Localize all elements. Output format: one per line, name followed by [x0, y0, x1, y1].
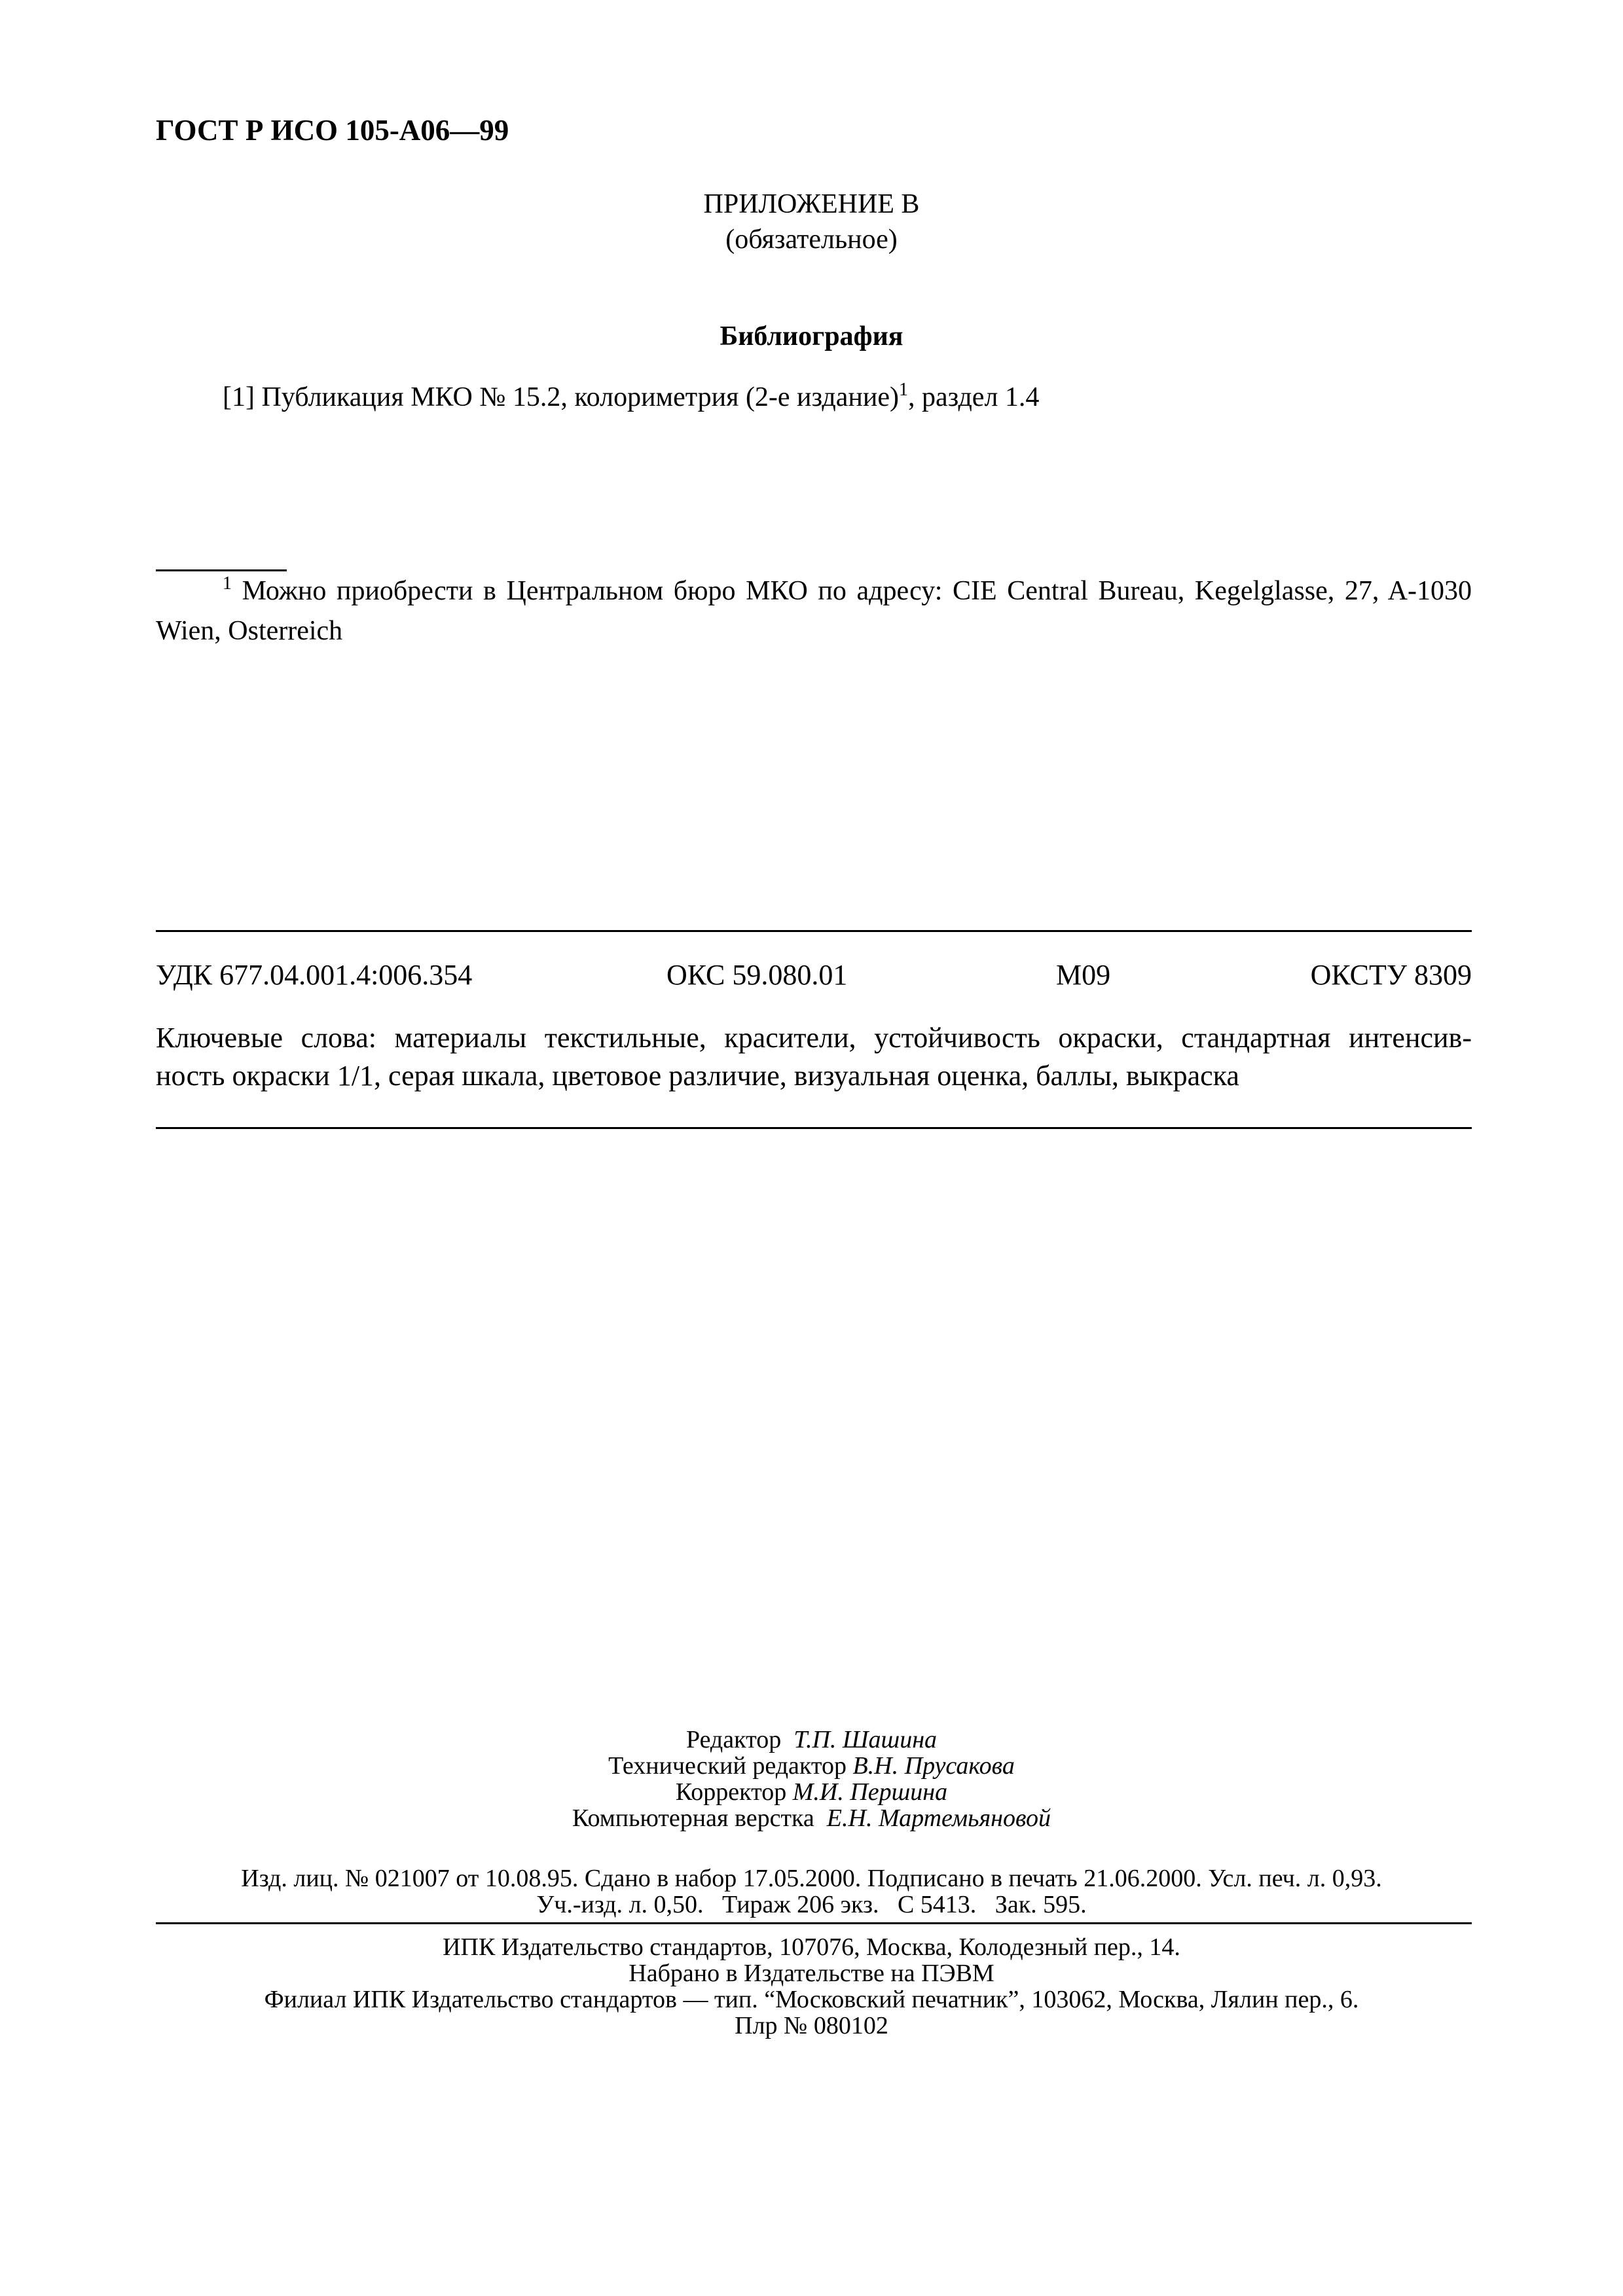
- staff-role: Компьютерная верстка: [572, 1804, 814, 1832]
- bibliography-item: [223, 380, 1039, 418]
- standard-code: ГОСТ Р ИСО 105-А06—99: [156, 114, 509, 147]
- staff-role: Технический редактор: [608, 1752, 847, 1780]
- staff-role: Редактор: [685, 1726, 782, 1753]
- bibliography-heading: Библиография: [720, 321, 903, 351]
- keywords: [156, 1019, 1472, 1095]
- footnote-text: Можно приобрести в Центральном бюро МКО по адресу: CIE Central Bureau, Kegelglasse, 27, A-1030: [242, 576, 1472, 606]
- udk-code: УДК 677.04.001.4:006.354: [156, 959, 473, 991]
- staff-editor: [0, 1727, 1623, 1753]
- footnote-line-1: [156, 573, 1472, 613]
- publisher-line-3: Филиал ИПК Издательство стандартов — тип. “Московский печатник”, 103062, Москва, Лялин пер., 6.: [264, 1986, 1359, 2013]
- footnote-separator: [156, 569, 287, 571]
- footnote-marker: 1: [223, 573, 232, 594]
- publisher-line-2: Набрано в Издательстве на ПЭВМ: [629, 1960, 994, 1987]
- footnote-reference: 1: [898, 380, 908, 400]
- annex-title: ПРИЛОЖЕНИЕ В: [703, 189, 920, 219]
- classification-row: [156, 957, 1472, 994]
- print-info-line-2: Уч.-изд. л. 0,50. Тираж 206 экз. С 5413. Зак. 595.: [536, 1891, 1087, 1918]
- publisher-line-4: Плр № 080102: [735, 2012, 888, 2039]
- staff-name: Е.Н. Мартемьяновой: [826, 1804, 1051, 1832]
- footnote: [156, 573, 1472, 649]
- bibliography-item-suffix: , раздел 1.4: [907, 382, 1040, 412]
- print-info-line-1: Изд. лиц. № 021007 от 10.08.95. Сдано в набор 17.05.2000. Подписано в печать 21.06.2000. Усл. печ. л. 0,93.: [241, 1865, 1382, 1892]
- oks-code: ОКС 59.080.01: [666, 959, 848, 991]
- staff-role: Корректор: [675, 1778, 787, 1806]
- staff-tech-editor: [0, 1753, 1623, 1779]
- keywords-line-2: ность окраски 1/1, серая шкала, цветовое различие, визуальная оценка, баллы, выкраска: [156, 1060, 1239, 1092]
- footnote-line-2: Wien, Osterreich: [156, 616, 343, 646]
- staff-name: В.Н. Прусакова: [852, 1752, 1015, 1780]
- publisher-line-1: ИПК Издательство стандартов, 107076, Москва, Колодезный пер., 14.: [443, 1933, 1180, 1961]
- staff-name: М.И. Першина: [792, 1778, 948, 1806]
- bibliography-item-text: [1] Публикация МКО № 15.2, колориметрия (2-е издание): [223, 382, 899, 412]
- staff-layout: [0, 1805, 1623, 1831]
- classification-top-rule: [156, 930, 1472, 932]
- keywords-bottom-rule: [156, 1127, 1472, 1129]
- publisher-top-rule: [156, 1922, 1472, 1924]
- keywords-line-1: Ключевые слова: материалы текстильные, красители, устойчивость окраски, стандартная интенсив-: [156, 1022, 1472, 1054]
- m-code: М09: [1056, 959, 1111, 991]
- staff-proofreader: [0, 1779, 1623, 1805]
- okstu-code: ОКСТУ 8309: [1310, 959, 1472, 991]
- annex-status: (обязательное): [725, 224, 898, 255]
- staff-name: Т.П. Шашина: [793, 1726, 938, 1753]
